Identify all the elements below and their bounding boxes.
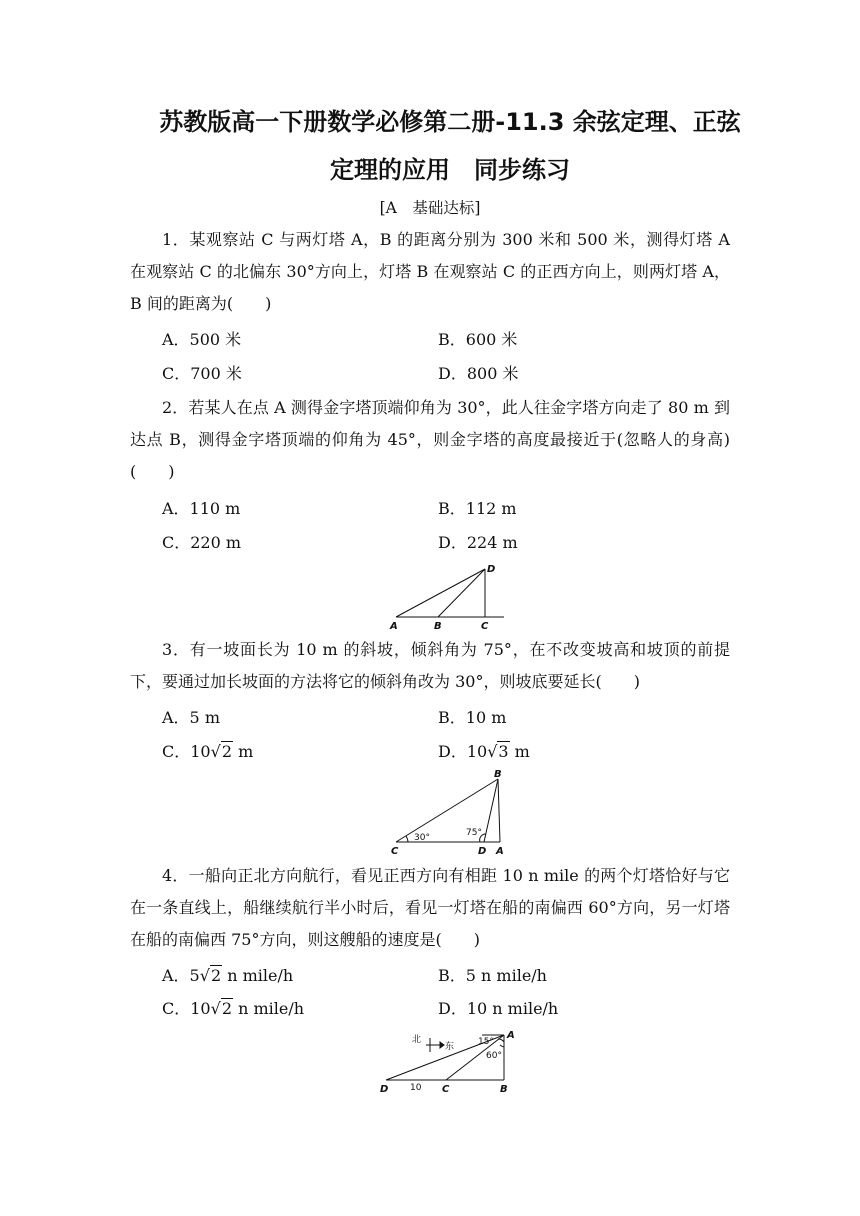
q3-option-c-suffix: m [233, 742, 254, 761]
question-3-text: 3．有一坡面长为 10 m 的斜坡，倾斜角为 75°，在不改变坡高和坡顶的前提下，要通过加长坡面的方法将它的倾斜角改为 30°，则坡底要延长( ) [130, 640, 730, 691]
sqrt-symbol: √2 [210, 742, 232, 761]
q2-option-d: D．224 m [438, 533, 518, 552]
question-1 [130, 224, 730, 320]
q2-option-c: C．220 m [162, 533, 242, 552]
q2-option-b: B．112 m [438, 499, 517, 518]
q2-label-d: D [487, 564, 496, 575]
q1-option-c: C．700 米 [162, 364, 242, 383]
title-line-2: 定理的应用 同步练习 [330, 156, 570, 184]
q3-option-b: B．10 m [438, 708, 507, 727]
document-title [130, 98, 770, 194]
question-1-text: 1．某观察站 C 与两灯塔 A，B 的距离分别为 300 米和 500 米，测得灯塔 A 在观察站 C 的北偏东 30°方向上，灯塔 B 在观察站 C 的正西方向上，则两灯塔 A，B 间的距离为( ) [130, 230, 730, 313]
q2-label-b: B [434, 621, 442, 632]
q3-label-b: B [494, 769, 502, 780]
q1-option-d: D．800 米 [438, 364, 519, 383]
question-4-text: 4．一船向正北方向航行，看见正西方向有相距 10 n mile 的两个灯塔恰好与它在一条直线上，船继续航行半小时后，看见一灯塔在船的南偏西 60°方向，另一灯塔在船的南偏西 75°方向，则这艘船的速度是( ) [130, 866, 730, 949]
q2-label-c: C [481, 621, 489, 632]
question-2 [130, 392, 730, 488]
q1-option-b: B．600 米 [438, 330, 518, 349]
q3-option-c [162, 740, 253, 764]
q3-label-a: A [496, 846, 504, 857]
q4-angle-15: 15° [478, 1037, 494, 1047]
q2-label-a: A [390, 621, 398, 632]
q3-option-c-prefix: C．10 [162, 742, 211, 761]
q3-label-c: C [391, 846, 399, 857]
q4-label-a: A [507, 1030, 515, 1041]
q4-label-east: 东 [445, 1042, 455, 1052]
q4-option-a-radicand: 2 [210, 966, 222, 985]
q4-option-b: B．5 n mile/h [438, 966, 547, 985]
q4-option-d: D．10 n mile/h [438, 999, 559, 1018]
q4-option-a-suffix: n mile/h [222, 966, 294, 985]
q3-option-d-prefix: D．10 [438, 742, 488, 761]
q3-option-d [438, 740, 530, 764]
q4-figure [374, 1026, 524, 1096]
question-3 [130, 634, 730, 698]
q4-length-10: 10 [410, 1083, 422, 1093]
sqrt-symbol: √2 [210, 999, 232, 1018]
question-4 [130, 860, 730, 956]
q4-option-a [162, 964, 293, 988]
title-line-1: 苏教版高一下册数学必修第二册-11.3 余弦定理、正弦 [159, 108, 741, 136]
q3-option-a: A．5 m [162, 708, 220, 727]
q3-label-d: D [478, 846, 487, 857]
sqrt-symbol: √3 [487, 742, 509, 761]
q4-option-c-prefix: C．10 [162, 999, 211, 1018]
q4-label-north: 北 [412, 1035, 422, 1045]
q4-label-c: C [442, 1084, 450, 1095]
q3-option-d-suffix: m [509, 742, 530, 761]
q4-option-c-radicand: 2 [221, 999, 232, 1018]
q4-option-a-prefix: A．5 [162, 966, 200, 985]
sqrt-symbol: √2 [199, 966, 222, 985]
q2-figure [380, 560, 510, 632]
q2-option-a: A．110 m [162, 499, 241, 518]
q4-angle-60: 60° [486, 1051, 502, 1061]
q3-angle-30: 30° [414, 833, 430, 843]
q3-option-c-radicand: 2 [221, 742, 232, 761]
section-heading: [A 基础达标] [379, 199, 481, 217]
q4-label-d: D [380, 1084, 389, 1095]
q1-option-a: A．500 米 [162, 330, 242, 349]
q4-label-b: B [500, 1084, 508, 1095]
q3-option-d-radicand: 3 [498, 742, 509, 761]
q3-angle-75: 75° [466, 828, 482, 838]
q4-option-c-suffix: n mile/h [233, 999, 305, 1018]
q4-option-c [162, 997, 304, 1021]
q3-figure [384, 768, 514, 858]
question-2-text: 2．若某人在点 A 测得金字塔顶端仰角为 30°，此人往金字塔方向走了 80 m 到达点 B，测得金字塔顶端的仰角为 45°，则金字塔的高度最接近于(忽略人的身高)( ) [130, 398, 730, 481]
